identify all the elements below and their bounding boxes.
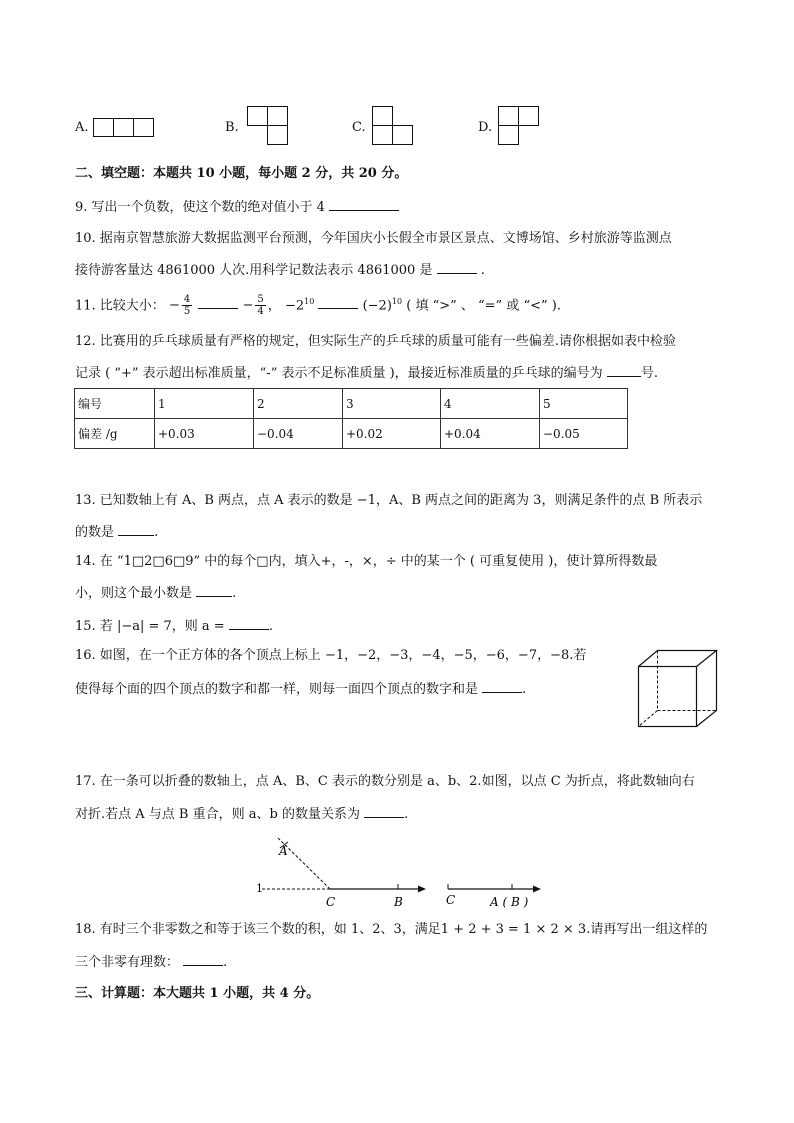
q15-end: . [268, 619, 273, 634]
option-d-label: D. [478, 120, 493, 135]
q11-power-2-exp: 10 [391, 297, 403, 306]
option-b-figure [247, 106, 289, 146]
q16-end: . [522, 682, 527, 697]
q11-sep: ， [267, 298, 281, 314]
q11-frac1-sign: − [168, 297, 180, 313]
q13-answer-blank[interactable] [118, 523, 154, 536]
option-c-figure [372, 106, 414, 146]
table-cell: 3 [343, 389, 441, 419]
question-12-line-2 [75, 364, 658, 382]
table-cell: 2 [254, 389, 343, 419]
q11-power-1-base: −2 [284, 298, 305, 314]
option-a-label: A. [75, 120, 89, 135]
table-cell: 编号 [75, 389, 155, 419]
table-cell: 5 [540, 389, 628, 419]
q17-line-1: 17. 在一条可以折叠的数轴上，点 A、B、C 表示的数分别是 a、b、2.如图，以点 C 为折点，将此数轴向右 [75, 774, 695, 789]
q18-line-2-text: 三个非零有理数： [75, 955, 180, 970]
question-13-line-2 [75, 523, 158, 541]
q15-answer-blank[interactable] [229, 617, 269, 630]
option-d-figure [498, 106, 540, 146]
q12-answer-blank[interactable] [607, 364, 641, 377]
question-10-line-2 [75, 261, 485, 279]
q11-prefix: 11. 比较大小： [75, 298, 165, 314]
table-cell: +0.03 [155, 419, 254, 449]
q10-line-2-text: 接待游客量达 4861000 人次.用科学记数法表示 4861000 是 [75, 263, 433, 278]
q13-end: . [154, 525, 159, 540]
q10-line-1: 10. 据南京智慧旅游大数据监测平台预测，今年国庆小长假全市景区景点、文博场馆、乡村旅游等监测点 [75, 231, 672, 246]
q16-answer-blank[interactable] [482, 680, 522, 693]
table-cell: 1 [155, 389, 254, 419]
table-cell: +0.04 [441, 419, 540, 449]
q12-end: 号. [640, 366, 658, 381]
q11-fraction-2 [255, 294, 265, 317]
q18-line-1-end: .请再写出一组这样的 [586, 922, 708, 937]
question-18-line-2 [75, 953, 227, 971]
question-17-line-2 [75, 805, 408, 823]
q17-answer-blank[interactable] [364, 805, 404, 818]
q10-end: . [480, 263, 485, 278]
q17-end: . [404, 807, 409, 822]
q16-line-2-text: 使得每个面的四个顶点的数字和都一样，则每一面四个顶点的数字和是 [75, 682, 479, 697]
option-c-label: C. [352, 120, 366, 135]
q12-line-1: 12. 比赛用的乒乓球质量有严格的规定，但实际生产的乒乓球的质量可能有一些偏差.请你根据如表中检验 [75, 334, 676, 349]
section-2-title: 二、填空题：本题共 10 小题，每小题 2 分，共 20 分。 [75, 166, 408, 181]
q11-fraction-1 [182, 294, 192, 317]
q17-line-2-text: 对折.若点 A 与点 B 重合，则 a、b 的数量关系为 [75, 807, 360, 822]
q11-blank-2[interactable] [318, 296, 358, 309]
folding-number-line-figure [250, 828, 550, 913]
fig-label-a: A [279, 844, 288, 858]
q14-line-1: 14. 在 “1□2□6□9” 中的每个□内，填入+，-，×，÷ 中的某一个 ( 可重复使用 )，使计算所得数最 [75, 554, 658, 569]
question-11 [75, 288, 561, 318]
option-b-label: B. [225, 120, 239, 135]
fig-label-one: 1 [256, 882, 263, 895]
q13-line-1: 13. 已知数轴上有 A、B 两点，点 A 表示的数是 −1，A、B 两点之间的距离为 3，则满足条件的点 B 所表示 [75, 493, 703, 508]
fig-label-c1: C [326, 895, 336, 909]
q14-answer-blank[interactable] [196, 584, 232, 597]
q11-blank-1[interactable] [198, 296, 238, 309]
fig-label-b: B [394, 895, 403, 909]
table-row [75, 389, 628, 419]
option-a-figure [93, 118, 155, 138]
fig-label-c2: C [446, 893, 456, 907]
q11-power-2-base: (−2) [362, 298, 392, 314]
question-18-line-1 [75, 922, 707, 938]
q15-text: 15. 若 |−a| = 7，则 a = [75, 619, 225, 634]
q11-frac2-den: 4 [257, 306, 264, 318]
q9-text: 9. 写出一个负数，使这个数的绝对值小于 4 [75, 200, 325, 215]
table-cell: 偏差 /g [75, 419, 155, 449]
question-14-line-2 [75, 584, 236, 602]
q11-frac2-sign: − [242, 297, 254, 313]
q16-line-1: 16. 如图，在一个正方体的各个顶点上标上 −1，−2，−3，−4，−5，−6，−7，−8.若 [75, 648, 587, 663]
question-9 [75, 198, 399, 216]
deviation-table [74, 388, 628, 449]
cube-figure [638, 650, 720, 730]
q18-end: . [223, 955, 228, 970]
section-3-title: 三、计算题：本大题共 1 小题，共 4 分。 [75, 986, 320, 1001]
q12-line-2-text: 记录 ( “+” 表示超出标准质量，“-” 表示不足标准质量 )，最接近标准质量的乒乓球的编号为 [75, 366, 603, 381]
table-cell: −0.05 [540, 419, 628, 449]
table-row [75, 419, 628, 449]
q18-line-1-text: 18. 有时三个非零数之和等于该三个数的积，如 1、2、3，满足 [75, 922, 441, 937]
q11-suffix: ( 填 “>” 、 “=” 或 “<” ). [406, 298, 561, 314]
question-15 [75, 617, 273, 635]
q10-answer-blank[interactable] [437, 261, 477, 274]
q13-line-2-text: 的数是 [75, 525, 115, 540]
q11-frac1-num: 4 [183, 294, 191, 306]
fig-label-ab: A ( B ) [490, 895, 529, 909]
q18-answer-blank[interactable] [183, 953, 223, 966]
q9-answer-blank[interactable] [329, 198, 399, 211]
q14-line-2-text: 小，则这个最小数是 [75, 586, 193, 601]
q11-frac1-den: 5 [183, 306, 191, 318]
q14-end: . [232, 586, 237, 601]
table-cell: +0.02 [343, 419, 441, 449]
table-cell: 4 [441, 389, 540, 419]
table-cell: −0.04 [254, 419, 343, 449]
q11-power-1-exp: 10 [304, 297, 315, 306]
question-16-line-2 [75, 680, 526, 698]
q18-equation: 1 + 2 + 3 = 1 × 2 × 3 [440, 922, 587, 937]
q11-frac2-num: 5 [257, 294, 264, 306]
